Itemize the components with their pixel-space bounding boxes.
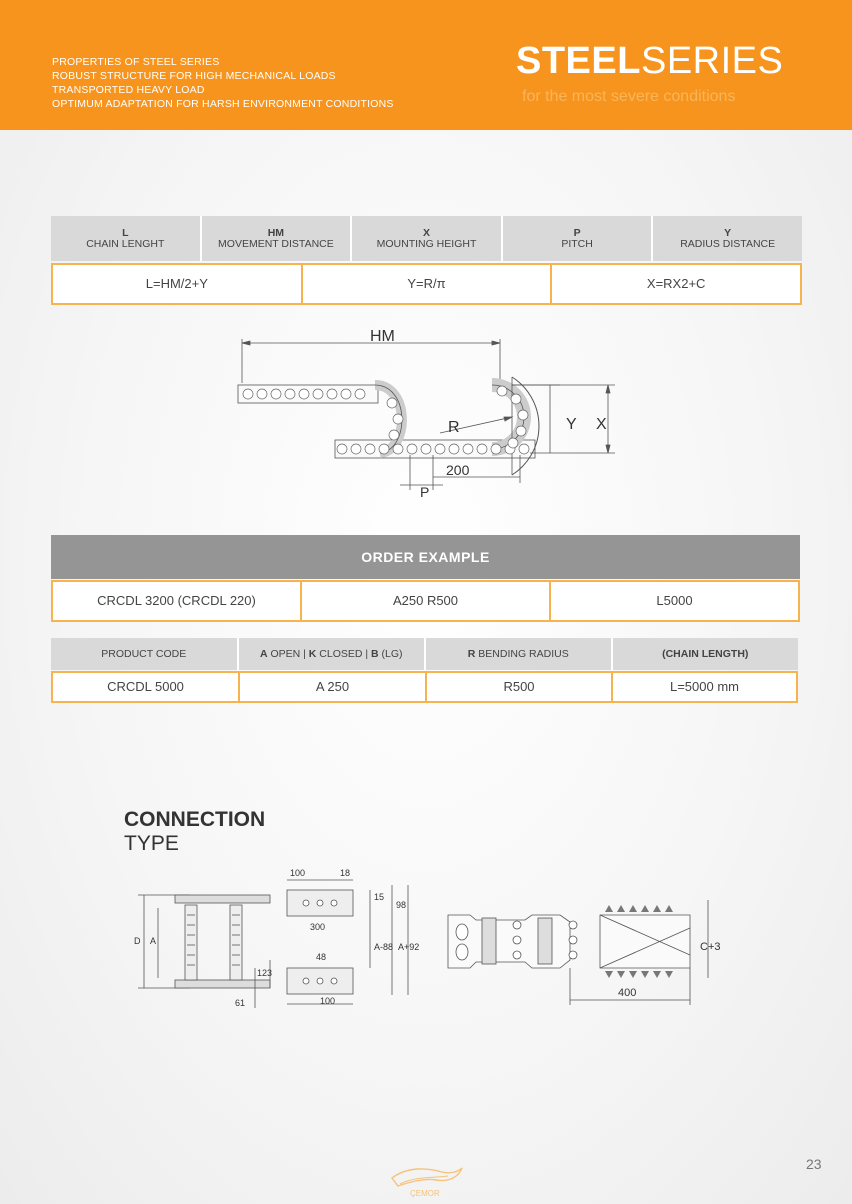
header-product-code: PRODUCT CODE	[51, 638, 239, 670]
order-example-table	[51, 535, 800, 622]
dim-61: 61	[235, 998, 246, 1008]
x-label: X	[596, 416, 607, 433]
formula-table-header	[51, 216, 802, 261]
symbol: X	[422, 227, 430, 239]
dim-a: A	[150, 936, 157, 946]
formula-mounting-height: X=RX2+C	[550, 263, 802, 305]
label: RADIUS DISTANCE	[680, 238, 776, 250]
series-title-bold: STEEL	[516, 40, 641, 82]
p-label: P	[420, 484, 430, 500]
dim-400: 400	[618, 987, 637, 999]
dim-300: 300	[310, 922, 326, 932]
order-code: CRCDL 3200 (CRCDL 220)	[51, 580, 300, 622]
k-rest: CLOSED |	[316, 648, 372, 660]
r-bold: R	[467, 648, 476, 660]
page-header	[0, 0, 852, 130]
b-bold: B	[371, 648, 379, 660]
dim-15: 15	[374, 892, 385, 902]
formula-table	[51, 216, 802, 305]
dim-c-plus-3: C+3	[700, 941, 721, 953]
header-radius-distance	[653, 216, 802, 261]
page-number: 23	[806, 1156, 822, 1172]
header-pitch	[503, 216, 654, 261]
label: MOUNTING HEIGHT	[376, 238, 477, 250]
symbol: L	[122, 227, 129, 239]
order-example-title: ORDER EXAMPLE	[51, 535, 800, 579]
symbol: HM	[267, 227, 285, 239]
property-line: ROBUST STRUCTURE FOR HIGH MECHANICAL LOADS	[52, 70, 336, 82]
connection-type-title	[124, 808, 265, 856]
dim-98: 98	[396, 900, 407, 910]
chain-diagram	[230, 325, 630, 505]
value-chain-length: L=5000 mm	[611, 671, 798, 703]
product-code-header	[51, 638, 798, 670]
header-open-closed	[239, 638, 427, 670]
header-chain-length	[51, 216, 202, 261]
header-mounting-height	[352, 216, 503, 261]
symbol: Y	[724, 227, 732, 239]
symbol: P	[573, 227, 581, 239]
formula-chain-length: L=HM/2+Y	[51, 263, 301, 305]
order-example-row	[51, 580, 800, 622]
value-bending-radius: R500	[425, 671, 611, 703]
a-rest: OPEN |	[267, 648, 309, 660]
property-line: PROPERTIES OF STEEL SERIES	[52, 56, 220, 68]
formula-row	[51, 263, 802, 305]
dim-200-label: 200	[446, 462, 470, 478]
series-tagline: for the most severe conditions	[522, 88, 736, 105]
label: CHAIN LENGHT	[86, 238, 165, 250]
dim-18: 18	[340, 868, 351, 878]
k-bold: K	[308, 648, 317, 660]
value-open-closed: A 250	[238, 671, 425, 703]
dim-a-plus-92: A+92	[398, 942, 420, 952]
property-line: OPTIMUM ADAPTATION FOR HARSH ENVIRONMENT CONDITIONS	[52, 98, 394, 110]
r-label: R	[448, 419, 460, 436]
dim-100-bottom: 100	[320, 996, 336, 1006]
label: MOVEMENT DISTANCE	[218, 238, 334, 250]
dim-100-top: 100	[290, 868, 306, 878]
series-title	[516, 40, 783, 83]
header-bending-radius	[426, 638, 613, 670]
header-chain-length	[613, 638, 799, 670]
chain-length-bold: (CHAIN LENGTH)	[662, 648, 749, 660]
logo-text: ÇEMOR	[410, 1189, 440, 1198]
order-radius: A250 R500	[300, 580, 549, 622]
b-rest: (LG)	[378, 648, 403, 660]
dim-48: 48	[316, 952, 327, 962]
connection-title-light: TYPE	[124, 832, 179, 855]
order-length: L5000	[549, 580, 800, 622]
value-product-code: CRCDL 5000	[51, 671, 238, 703]
connection-title-bold: CONNECTION	[124, 808, 266, 831]
label: PITCH	[561, 238, 593, 250]
property-line: TRANSPORTED HEAVY LOAD	[52, 84, 205, 96]
connection-diagram	[130, 860, 730, 1020]
series-properties	[52, 55, 394, 111]
dim-123: 123	[257, 968, 273, 978]
y-label: Y	[566, 416, 577, 433]
product-code-row	[51, 671, 798, 703]
r-rest: BENDING RADIUS	[475, 648, 569, 660]
header-movement-distance	[202, 216, 353, 261]
formula-radius-distance: Y=R/π	[301, 263, 551, 305]
product-code-table	[51, 638, 798, 703]
a-bold: A	[259, 648, 268, 660]
company-logo	[388, 1160, 466, 1200]
series-title-light: SERIES	[640, 40, 784, 82]
dim-d: D	[134, 936, 141, 946]
hm-label: HM	[370, 328, 395, 345]
dim-a-minus-88: A-88	[374, 942, 394, 952]
